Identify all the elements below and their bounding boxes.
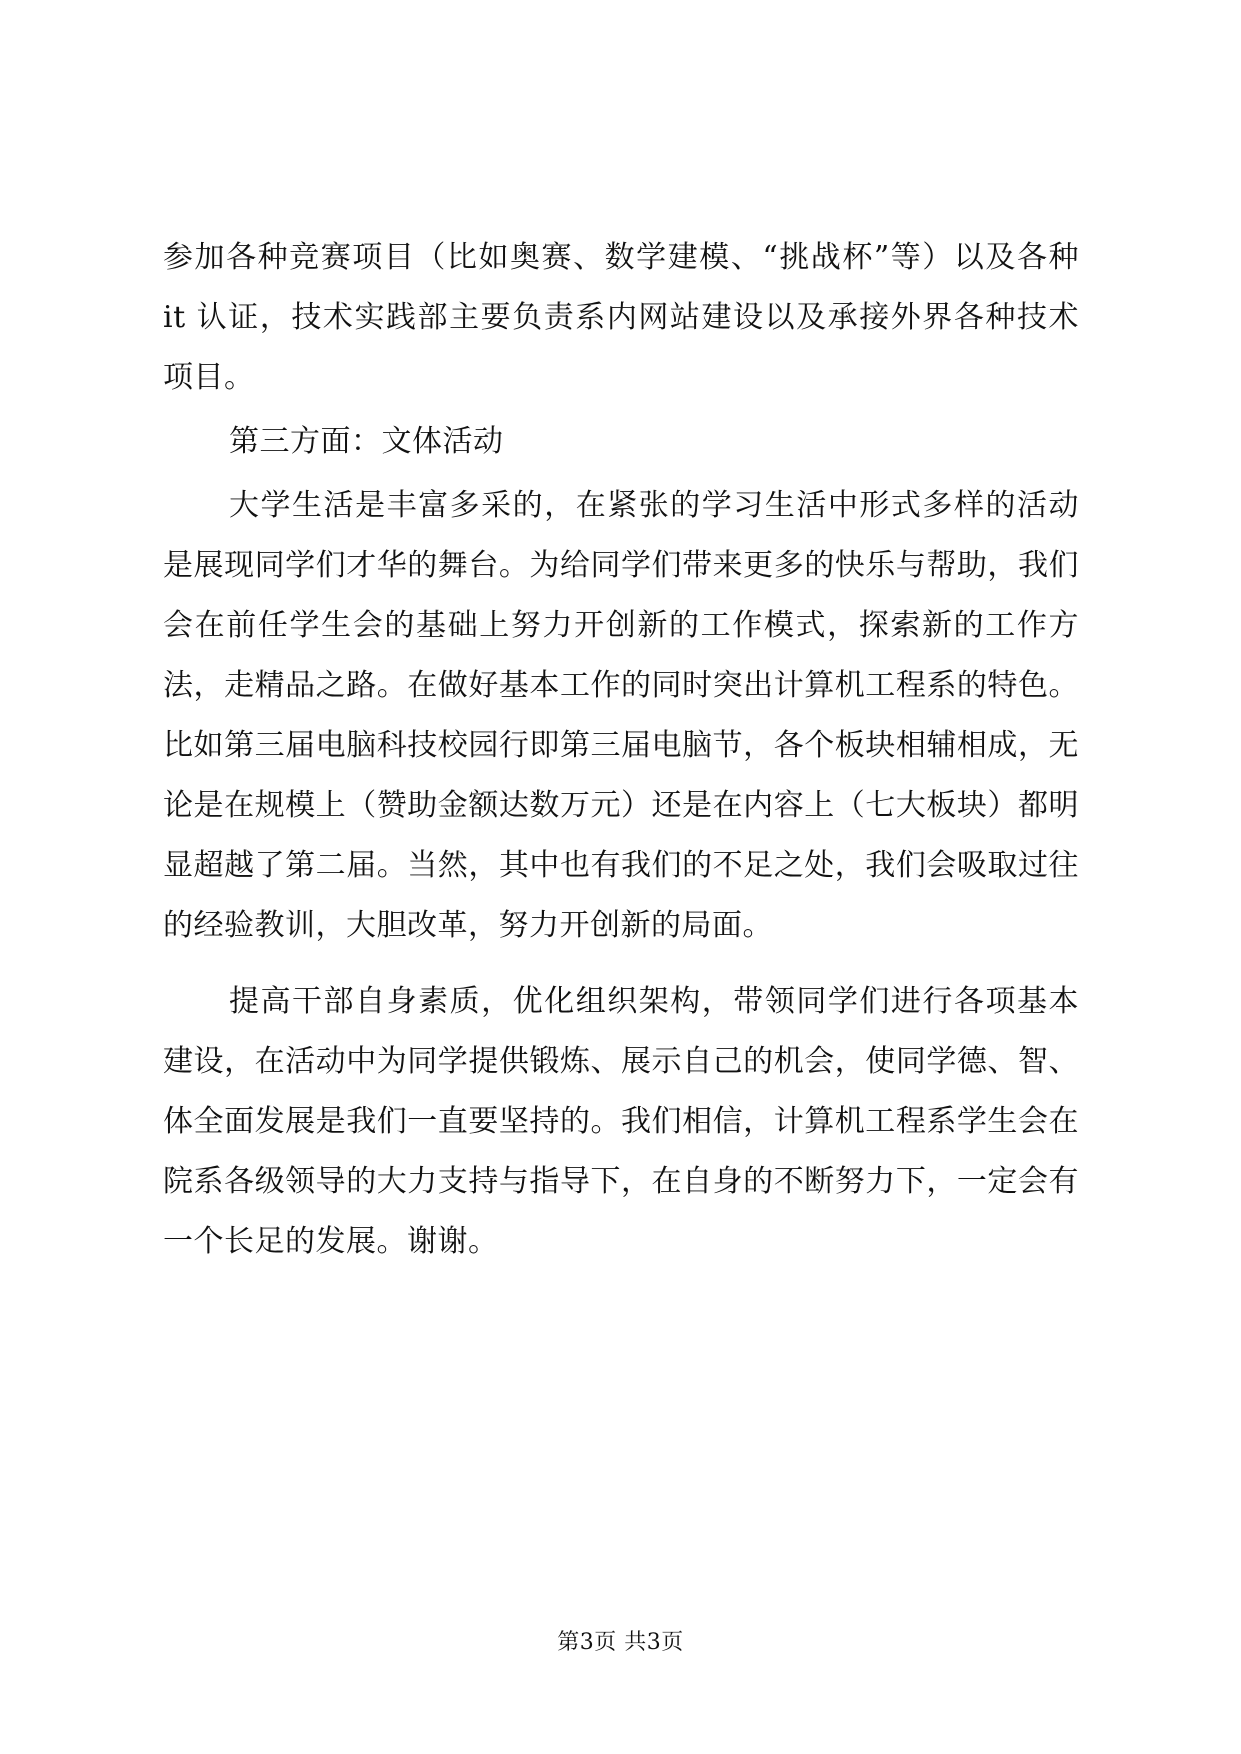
paragraph-continued: 参加各种竞赛项目（比如奥赛、数学建模、“挑战杯”等）以及各种 it 认证，技术实践部主要负责系内网站建设以及承接外界各种技术项目。 [163, 240, 1079, 395]
paragraph-activities: 大学生活是丰富多采的，在紧张的学习生活中形式多样的活动是展现同学们才华的舞台。为给同学们带来更多的快乐与帮助，我们会在前任学生会的基础上努力开创新的工作模式，探索新的工作方法，走精品之路。在做好基本工作的同时突出计算机工程系的特色。比如第三届电脑科技校园行即第三届电脑节，各个板块相辅相成，无论是在规模上（赞助金额达数万元）还是在内容上（七大板块）都明显超越了第二届。当然，其中也有我们的不足之处，我们会吸取过往的经验教训，大胆改革，努力开创新的局面。 [163, 488, 1079, 943]
section-heading: 第三方面：文体活动 [229, 424, 504, 459]
document-body [163, 228, 1079, 1272]
paragraph-closing: 提高干部自身素质，优化组织架构，带领同学们进行各项基本建设，在活动中为同学提供锻炼、展示自己的机会，使同学德、智、体全面发展是我们一直要坚持的。我们相信，计算机工程系学生会在院系各级领导的大力支持与指导下，在自身的不断努力下，一定会有一个长足的发展。谢谢。 [163, 984, 1079, 1259]
page-footer: 第3页 共3页 [557, 1630, 684, 1655]
